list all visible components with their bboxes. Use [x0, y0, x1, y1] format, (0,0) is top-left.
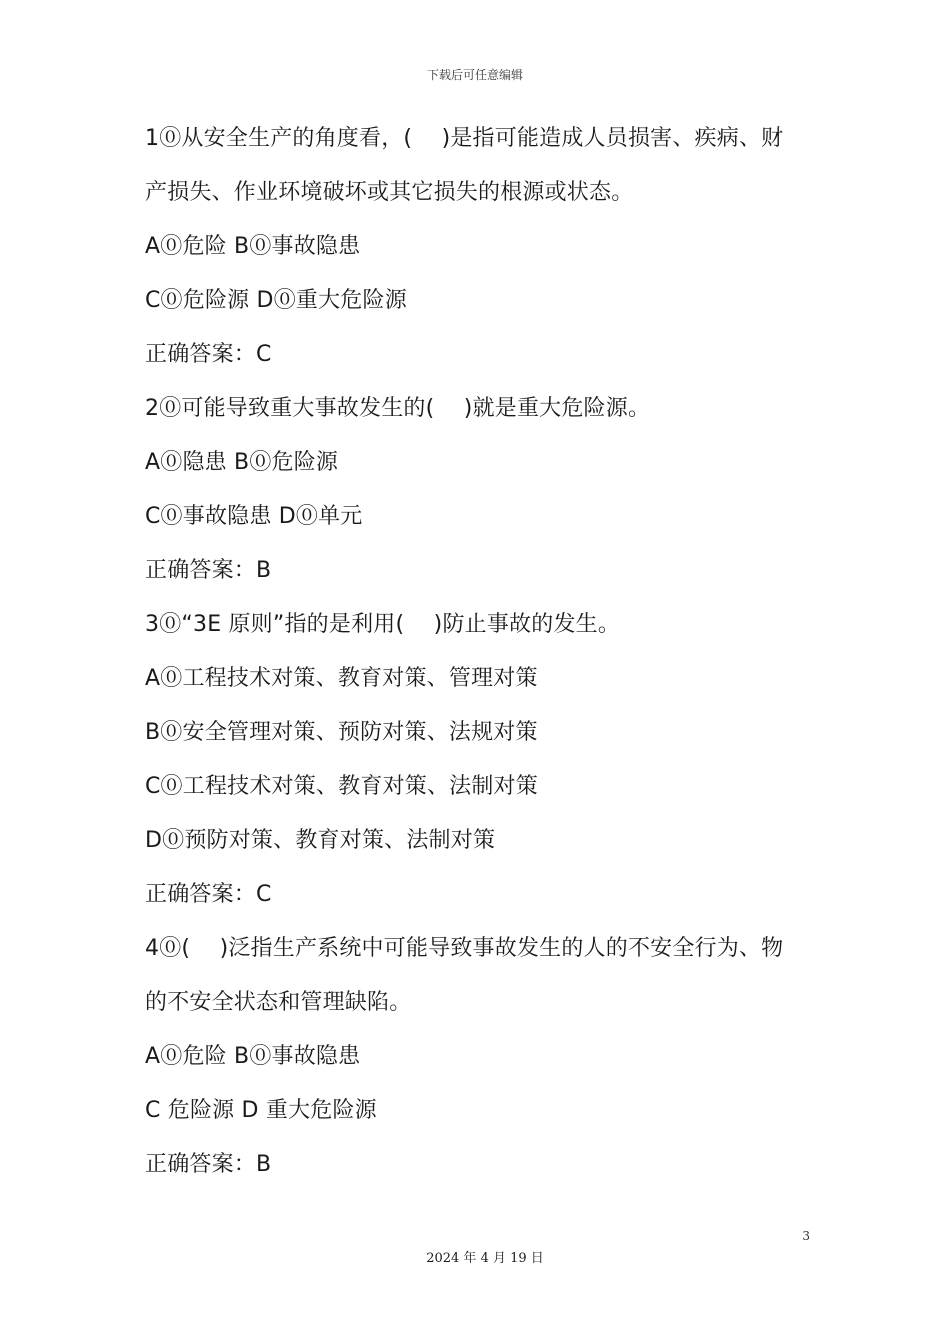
- question-4-answer: 正确答案：B: [145, 1152, 272, 1177]
- question-1-options-cd: C⓪危险源 D⓪重大危险源: [145, 288, 407, 313]
- question-2-answer: 正确答案：B: [145, 558, 272, 583]
- question-1-options-ab: A⓪危险 B⓪事故隐患: [145, 234, 361, 259]
- question-1-text-line-2: 产损失、作业环境破坏或其它损失的根源或状态。: [145, 180, 634, 205]
- document-body: [145, 112, 810, 1192]
- question-3-option-b: B⓪安全管理对策、预防对策、法规对策: [145, 720, 538, 745]
- question-4-text-line-1: 4⓪( )泛指生产系统中可能导致事故发生的人的不安全行为、物: [145, 936, 784, 961]
- question-3-option-d: D⓪预防对策、教育对策、法制对策: [145, 828, 496, 853]
- question-3-text: 3⓪“3E 原则”指的是利用( )防止事故的发生。: [145, 612, 621, 637]
- question-4-options-ab: A⓪危险 B⓪事故隐患: [145, 1044, 361, 1069]
- question-4-options-cd: C 危险源 D 重大危险源: [145, 1098, 377, 1123]
- footer-date: 2024 年 4 月 19 日: [426, 1251, 544, 1266]
- question-2-text: 2⓪可能导致重大事故发生的( )就是重大危险源。: [145, 396, 651, 421]
- question-4-text-line-2: 的不安全状态和管理缺陷。: [145, 990, 412, 1015]
- question-3-option-a: A⓪工程技术对策、教育对策、管理对策: [145, 666, 538, 691]
- question-2-options-ab: A⓪隐患 B⓪危险源: [145, 450, 339, 475]
- page-header: 下载后可任意编辑: [426, 68, 523, 82]
- page-number: 3: [802, 1229, 810, 1243]
- question-3-option-c: C⓪工程技术对策、教育对策、法制对策: [145, 774, 538, 799]
- question-1-answer: 正确答案：C: [145, 342, 272, 367]
- question-2-options-cd: C⓪事故隐患 D⓪单元: [145, 504, 363, 529]
- question-3-answer: 正确答案：C: [145, 882, 272, 907]
- question-1-text-line-1: 1⓪从安全生产的角度看，( )是指可能造成人员损害、疾病、财: [145, 126, 784, 151]
